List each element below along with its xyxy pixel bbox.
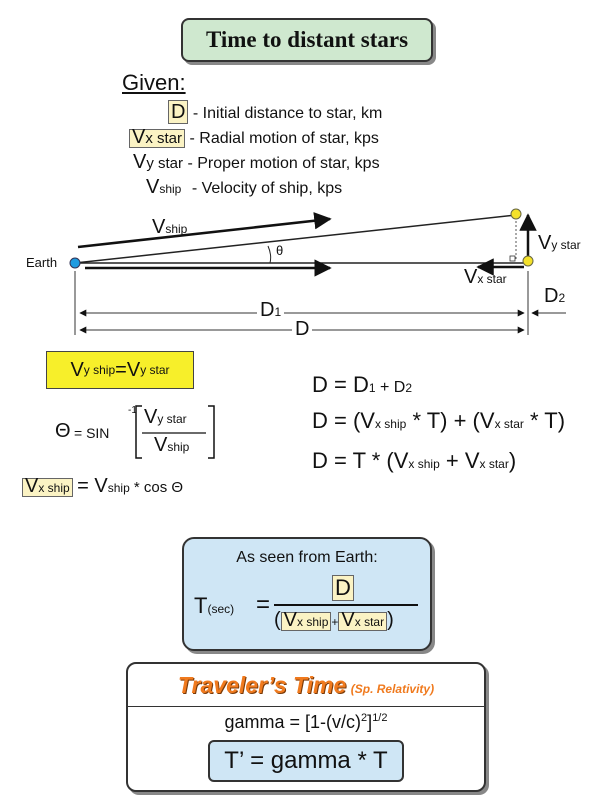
symbol-v: V <box>146 176 160 198</box>
given-heading: Given: <box>122 70 186 95</box>
vxstar-label: Vx star <box>464 266 507 288</box>
vyship-equation-box: V y ship = V y star <box>46 351 194 389</box>
tprime-equation: T’ = gamma * T <box>224 747 388 774</box>
symbol-sub: x star <box>145 130 183 147</box>
earth-time-box <box>182 537 432 651</box>
traveler-divider <box>128 706 484 707</box>
vxship-equation: Vx ship = Vship * cos Θ <box>22 475 183 498</box>
d-equation-1: D = D1 + D2 <box>312 372 413 397</box>
d-equation-3: D = T * (Vx ship + Vx star) <box>312 448 517 473</box>
vship-arrow <box>78 219 330 247</box>
vship-label: Vship <box>152 216 188 238</box>
earth-dot <box>70 258 80 268</box>
numerator-d: D <box>332 575 354 601</box>
symbol-sub: ship <box>159 182 182 196</box>
desc-ship: - Velocity of ship, kps <box>191 180 343 197</box>
d2-label: D2 <box>544 285 566 307</box>
d1-label: D1 <box>257 299 284 322</box>
star-dot-initial <box>511 209 521 219</box>
desc-distance: - Initial distance to star, km <box>192 105 383 122</box>
earth-box-caption: As seen from Earth: <box>236 549 378 566</box>
right-bracket <box>208 406 214 458</box>
fraction-bottom: Vship <box>154 434 190 456</box>
tprime-equation-box <box>208 740 404 782</box>
t-sec-label: T(sec) <box>194 593 235 618</box>
theta-arc <box>268 246 271 263</box>
left-bracket <box>136 406 142 458</box>
given-item-distance <box>168 101 382 124</box>
given-item-vystar <box>133 151 380 174</box>
gamma-equation: gamma = $[1-(v/c)^2]^{1/2}$ <box>224 712 388 732</box>
traveler-heading <box>128 672 484 699</box>
equals-sign: = <box>256 591 271 618</box>
denominator: ( Vx ship + Vx star ) <box>274 609 394 631</box>
theta-label: θ <box>276 243 284 258</box>
d-equation-2: D = (Vx ship * T) + (Vx star * T) <box>312 408 566 433</box>
symbol-sub: y star <box>146 155 184 172</box>
desc-proper: - Proper motion of star, kps <box>187 155 380 172</box>
desc-radial: - Radial motion of star, kps <box>189 130 379 147</box>
traveler-title: Traveler’s Time <box>177 672 347 698</box>
symbol-d: D <box>168 100 188 124</box>
fraction-top: Vy star <box>144 406 187 428</box>
inverse-superscript: -1 <box>128 405 137 416</box>
sin-label: = SIN <box>74 425 110 441</box>
theta-lhs: Θ <box>55 420 71 442</box>
title-banner <box>181 18 433 62</box>
right-angle-mark <box>510 256 515 261</box>
earth-fraction-bar <box>274 604 418 606</box>
given-item-vxstar <box>129 126 379 149</box>
star-dot-final <box>523 256 533 266</box>
traveler-subtitle: (Sp. Relativity) <box>350 682 435 696</box>
d-label: D <box>292 318 312 341</box>
earth-label: Earth <box>26 255 58 270</box>
symbol-v: V <box>132 126 146 148</box>
vystar-label: Vy star <box>538 232 581 254</box>
page-title: Time to distant stars <box>205 27 409 52</box>
symbol-v: V <box>133 151 147 173</box>
